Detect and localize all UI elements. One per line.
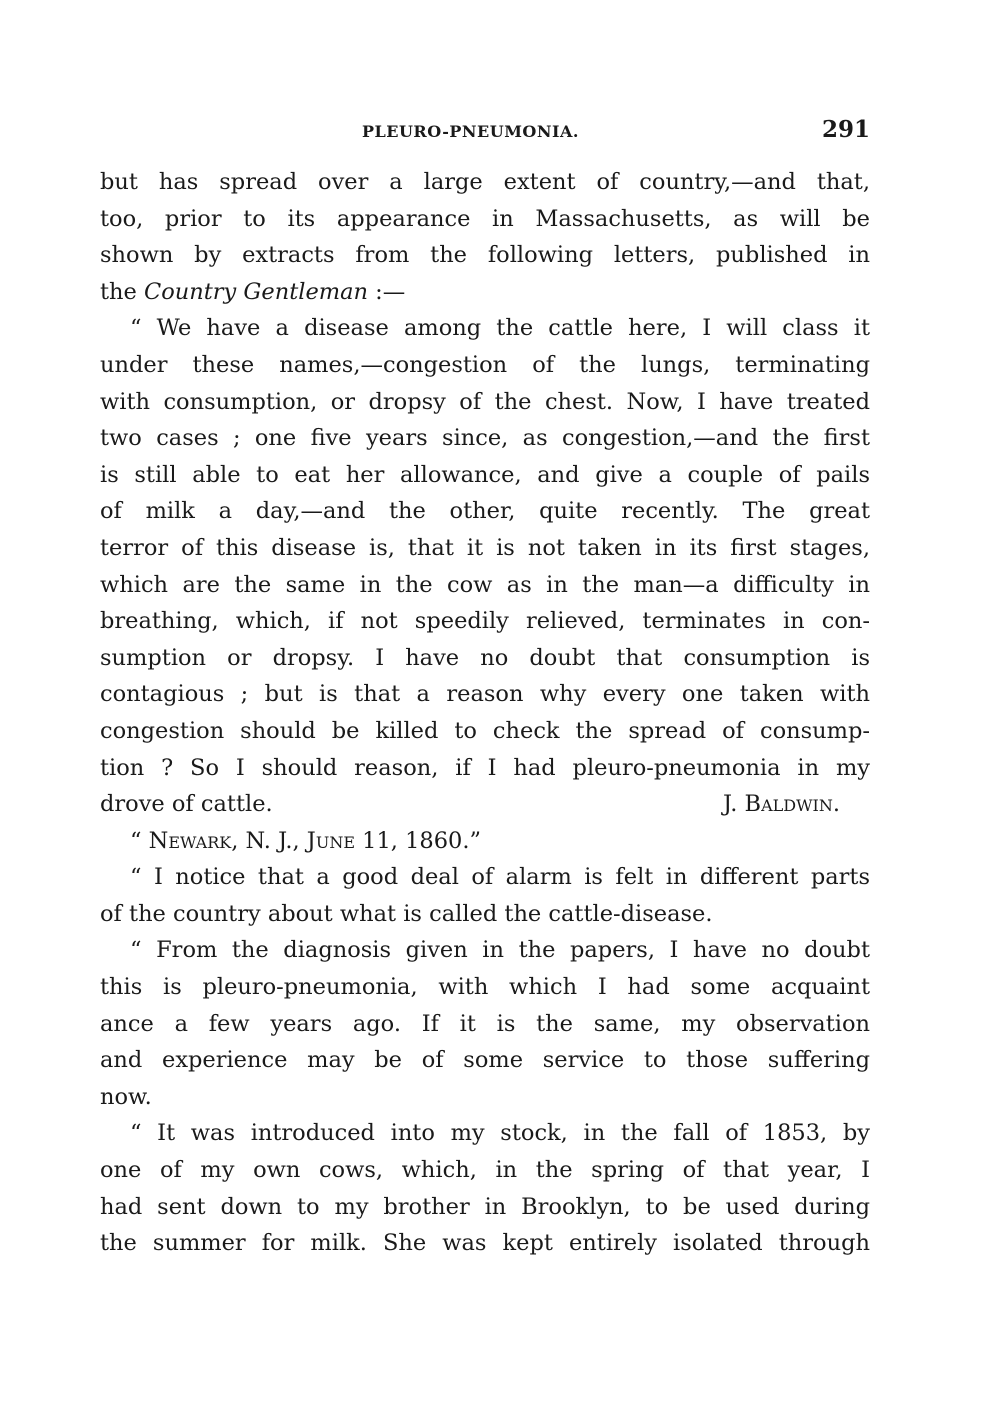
page-header: [100, 112, 870, 152]
text-line: ance a few years ago. If it is the same, my observation: [100, 1010, 870, 1037]
page-body: [100, 164, 870, 1262]
text-line: had sent down to my brother in Brooklyn, to be used during: [100, 1193, 870, 1220]
publication-title: Country Gentleman: [144, 278, 368, 305]
text-line: “ From the diagnosis given in the papers, I have no doubt: [130, 937, 870, 964]
text-line: tion ? So I should reason, if I had pleuro-pneumonia in my: [100, 754, 870, 781]
text-line: one of my own cows, which, in the spring of that year, I: [100, 1157, 870, 1184]
text-line: [100, 274, 870, 311]
text-line: of milk a day,—and the other, quite recently. The great: [100, 498, 870, 525]
running-head: PLEURO-PNEUMONIA.: [362, 122, 579, 141]
text-line: congestion should be killed to check the spread of consump-: [100, 717, 870, 744]
letter-signature: J. Baldwin.: [722, 791, 840, 818]
text-line: now.: [100, 1083, 152, 1110]
text-span: :—: [368, 278, 406, 305]
text-line: two cases ; one five years since, as congestion,—and the first: [100, 425, 870, 452]
text-line: is still able to eat her allowance, and give a couple of pails: [100, 461, 870, 488]
text-line: terror of this disease is, that it is not taken in its first stages,: [100, 534, 870, 561]
text-line: too, prior to its appearance in Massachusetts, as will be: [100, 205, 870, 232]
text-line: of the country about what is called the cattle-disease.: [100, 900, 713, 927]
text-line: the summer for milk. She was kept entirely isolated through: [100, 1230, 870, 1257]
text-line: and experience may be of some service to those suffering: [100, 1047, 870, 1074]
text-line: contagious ; but is that a reason why every one taken with: [100, 681, 870, 708]
letter-dateline: “ Newark, N. J., June 11, 1860.”: [130, 827, 481, 854]
text-line: sumption or dropsy. I have no doubt that consumption is: [100, 644, 870, 671]
text-line: “ It was introduced into my stock, in the fall of 1853, by: [130, 1120, 870, 1147]
text-line: under these names,—congestion of the lungs, terminating: [100, 351, 870, 378]
page-number: 291: [821, 116, 870, 143]
text-line: this is pleuro-pneumonia, with which I had some acquaint: [100, 974, 870, 1001]
text-line: but has spread over a large extent of country,—and that,: [100, 169, 870, 195]
text-line: “ We have a disease among the cattle here, I will class it: [130, 315, 870, 342]
text-line: with consumption, or dropsy of the chest. Now, I have treated: [100, 388, 870, 415]
text-span: drove of cattle.: [100, 791, 273, 818]
text-line: which are the same in the cow as in the man—a difficulty in: [100, 571, 870, 598]
text-line: [100, 786, 870, 823]
text-line: shown by extracts from the following letters, published in: [100, 242, 870, 269]
text-line: breathing, which, if not speedily relieved, terminates in con-: [100, 608, 870, 635]
text-span: the: [100, 278, 145, 305]
text-line: “ I notice that a good deal of alarm is felt in different parts: [130, 864, 870, 891]
